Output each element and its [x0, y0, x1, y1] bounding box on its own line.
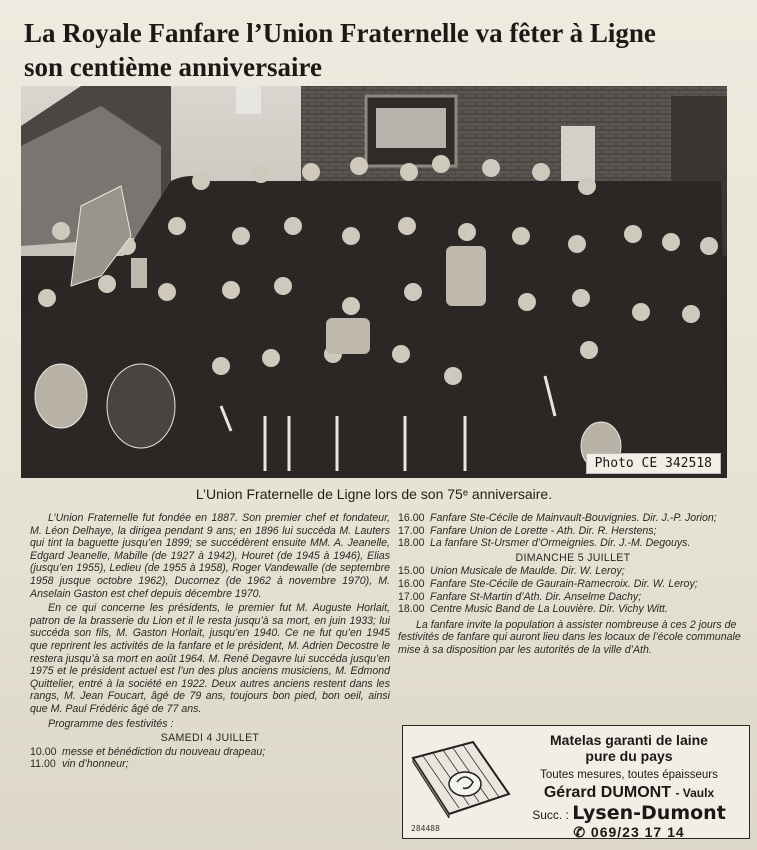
program-line — [398, 603, 748, 616]
paragraph-history-conductors: L’Union Fraternelle fut fondée en 1887. Son premier chef et fondateur, M. Léon Delhaye, la dirigea pendant 9 ans; en 1896 lui succéda M. Lauters qui tint la baguette jusqu’en 1899; se succédèrent ensuite MM. A. Jeanelle, Edgard Jeanelle, Mabille (de 1927 à 1942), Houret (de 1945 à 1946), Elias (jusqu’en 1955), Ledieu (de 1955 à 1958), Roger Vandewalle (de septembre 1958 jusque octobre 1962), Ducornez (de 1962 à novembre 1970), M. Anselain Gaston est chef depuis décembre 1970. — [30, 512, 390, 600]
program-desc: Fanfare St-Martin d’Ath. Dir. Anselme Dachy; — [430, 590, 642, 603]
program-time: 18.00 — [398, 603, 425, 616]
ad-succ-name: Lysen-Dumont — [572, 802, 726, 824]
program-line — [30, 758, 390, 771]
paragraph-invitation: La fanfare invite la population à assister nombreuse à ces 2 jours de festivités de fanfare qui auront lieu dans les locaux de l’école communale mise à sa disposition par les autorités de la ville d’Ath. — [398, 618, 741, 656]
headline-line1: La Royale Fanfare l’Union Fraternelle va fêter à Ligne — [24, 18, 656, 48]
program-desc: Centre Music Band de La Louvière. Dir. Vichy Witt. — [430, 603, 668, 616]
program-desc: vin d’honneur; — [62, 758, 129, 771]
group-photo — [21, 86, 727, 478]
ad-text — [515, 732, 743, 841]
program-time: 11.00 — [30, 758, 56, 771]
headline-line2: son centième anniversaire — [24, 52, 322, 82]
program-desc: Fanfare Ste-Cécile de Mainvault-Bouvignies. Dir. J.-P. Jorion; — [430, 512, 717, 524]
ad-merchant-name — [515, 784, 743, 802]
program-line — [398, 537, 748, 550]
photo-credit: Photo CE 342518 — [586, 453, 721, 474]
ad-reference-code: 284488 — [411, 824, 440, 833]
program-desc: Fanfare Ste-Cécile de Gaurain-Ramecroix. Dir. W. Leroy; — [430, 577, 698, 590]
day-heading-sunday: DIMANCHE 5 JUILLET — [515, 551, 631, 564]
headline — [24, 16, 749, 84]
program-time: 16.00 — [398, 512, 425, 524]
program-line — [398, 578, 748, 591]
brass-band-photo-illustration — [21, 86, 727, 478]
program-line — [398, 525, 748, 538]
program-line — [398, 512, 748, 525]
ad-line2: pure du pays — [585, 748, 673, 764]
ad-merchant-place: - Vaulx — [675, 786, 715, 800]
program-line — [398, 591, 748, 604]
program-time: 18.00 — [398, 537, 425, 550]
ad-line1: Matelas garanti de laine — [550, 732, 708, 748]
paragraph-history-presidents: En ce qui concerne les présidents, le premier fut M. Auguste Horlait, patron de la brasserie du Lion et il le resta jusqu’à sa mort, en juin 1933; lui succéda son fils, M. Gaston Horlait, jusqu’en 1940. Ce ne fut qu’en 1945 que reprirent les activités de la fanfare et le président, M. Adrien Decostre le restera jusqu’à sa mort en août 1964. M. René Degavre lui succéda jusqu’en 1975 et le président actuel est l’un des plus anciens musiciens, M. Edmond Quittelier, entré à la société en 1922. Deux autres anciens restent dans les rangs, M. Jean Foucart, âgé de 79 ans, toujours bon pied, bon oeil, ainsi que M. Paul Frédéric âgé de 77 ans. — [30, 602, 390, 715]
ad-successor — [515, 802, 743, 824]
program-time: 10.00 — [30, 745, 57, 758]
program-time: 17.00 — [398, 590, 425, 603]
ad-phone: ✆ 069/23 17 14 — [573, 824, 685, 840]
program-desc: Fanfare Union de Lorette - Ath. Dir. R. Herstens; — [430, 524, 657, 537]
photo-caption: L’Union Fraternelle de Ligne lors de son 75ᵉ anniversaire. — [195, 486, 553, 502]
ad-merchant: Gérard DUMONT — [543, 784, 671, 801]
program-line — [398, 565, 748, 578]
program-desc: La fanfare St-Ursmer d’Ormeignies. Dir. J.-M. Degouys. — [430, 537, 691, 550]
ad-line3: Toutes mesures, toutes épaisseurs — [540, 769, 718, 781]
program-time: 16.00 — [398, 577, 425, 590]
article-column-left — [30, 512, 390, 771]
mattress-illustration-icon — [409, 738, 513, 818]
mattress-advertisement — [402, 725, 750, 839]
program-line — [30, 746, 390, 759]
program-time: 17.00 — [398, 524, 425, 537]
program-desc: Union Musicale de Maulde. Dir. W. Leroy; — [430, 565, 625, 578]
day-heading-saturday: SAMEDI 4 JUILLET — [160, 732, 260, 745]
program-title: Programme des festivités : — [48, 717, 174, 730]
program-time: 15.00 — [398, 565, 425, 578]
program-desc: messe et bénédiction du nouveau drapeau; — [62, 745, 266, 758]
ad-succ-label: Succ. : — [532, 808, 569, 822]
article-column-right — [398, 512, 748, 657]
